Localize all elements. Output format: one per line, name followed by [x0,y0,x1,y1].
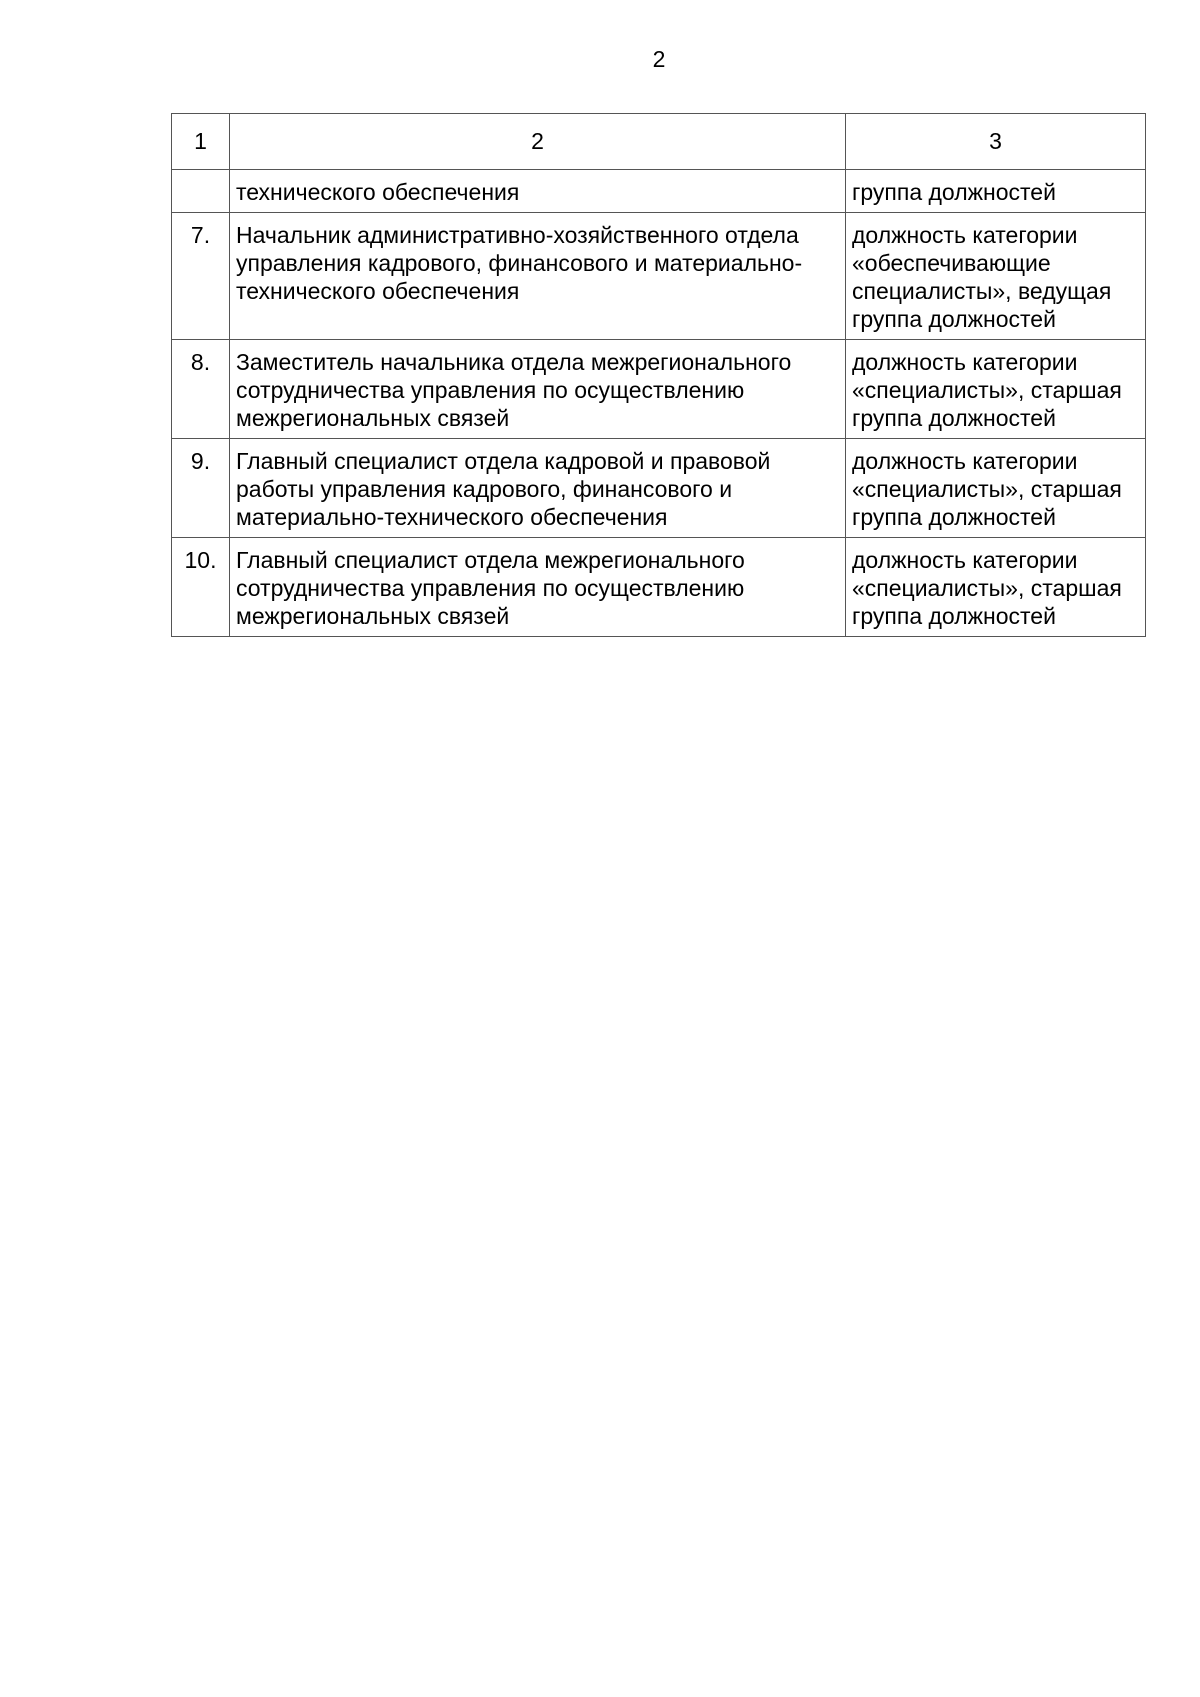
table-row [172,538,1146,637]
row-category [846,340,1146,439]
page-number: 2 [652,46,666,72]
table-row [172,439,1146,538]
position-text: Главный специалист отдела кадровой и правовой работы управления кадрового, финансового и материально-технического обеспечения [236,448,771,530]
row-position [230,213,846,340]
category-text: должность категории «специалисты», старшая группа должностей [852,448,1122,530]
row-position [230,439,846,538]
category-text: должность категории «специалисты», старшая группа должностей [852,349,1122,431]
position-text: Заместитель начальника отдела межрегионального сотрудничества управления по осуществлению межрегиональных связей [236,349,792,431]
positions-table [171,113,1146,637]
row-number: 7. [172,213,230,340]
header-cell-num: 1 [172,114,230,170]
row-number [172,170,230,213]
row-position [230,340,846,439]
table-header-row [172,114,1146,170]
row-position [230,170,846,213]
header-cell-category: 3 [846,114,1146,170]
position-text: Главный специалист отдела межрегионального сотрудничества управления по осуществлению межрегиональных связей [236,547,745,629]
table-row [172,170,1146,213]
category-text: должность категории «обеспечивающие специалисты», ведущая группа должностей [852,222,1112,332]
row-category [846,538,1146,637]
row-number: 9. [172,439,230,538]
table-row [172,213,1146,340]
row-position [230,538,846,637]
header-cell-position: 2 [230,114,846,170]
category-text: должность категории «специалисты», старшая группа должностей [852,547,1122,629]
position-text: Начальник административно-хозяйственного отдела управления кадрового, финансового и материально- технического обеспечения [236,222,803,304]
category-text: группа должностей [852,179,1056,205]
row-category [846,170,1146,213]
position-text: технического обеспечения [236,179,520,205]
row-category [846,439,1146,538]
row-number: 10. [172,538,230,637]
row-category [846,213,1146,340]
table-row [172,340,1146,439]
row-number: 8. [172,340,230,439]
